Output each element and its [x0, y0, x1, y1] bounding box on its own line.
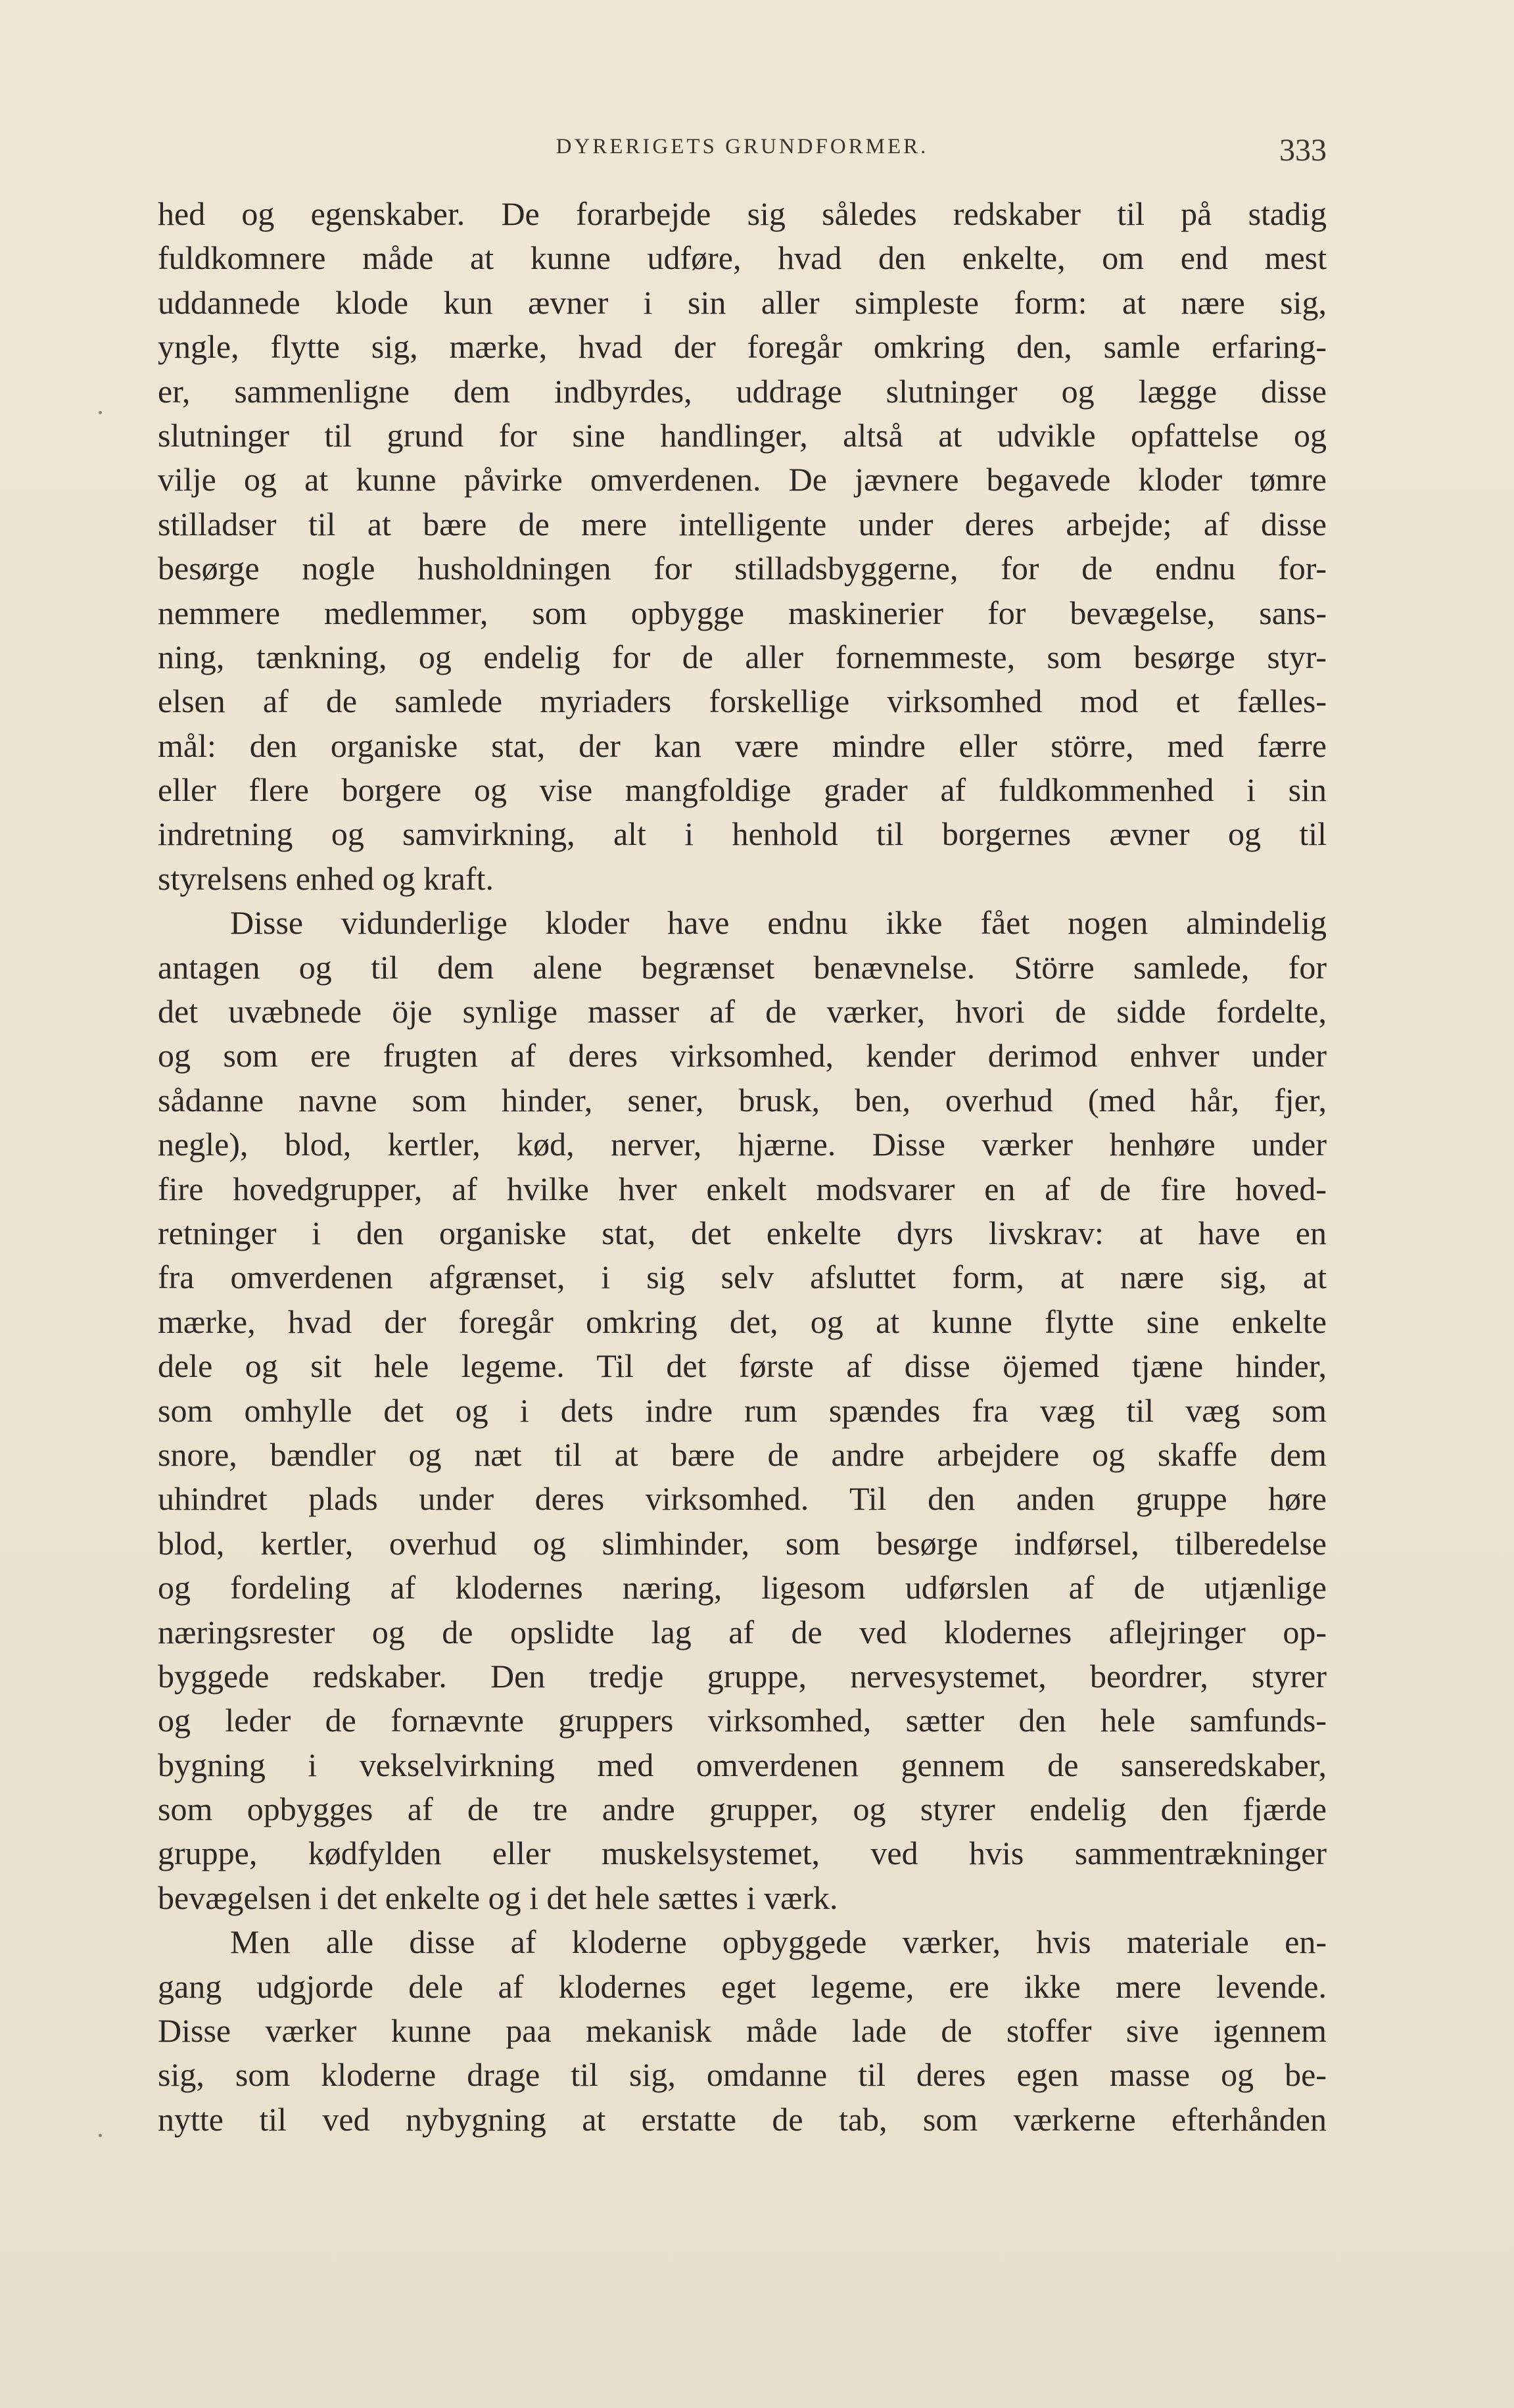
text-line: byggede redskaber. Den tredje gruppe, nervesystemet, beordrer, styrer — [158, 1657, 1327, 1695]
text-line: som opbygges af de tre andre grupper, og styrer endelig den fjærde — [158, 1791, 1327, 1828]
text-line: sådanne navne som hinder, sener, brusk, ben, overhud (med hår, fjer, — [158, 1081, 1327, 1119]
text-line: dele og sit hele legeme. Til det første af disse öjemed tjæne hinder, — [158, 1347, 1327, 1385]
text-line: og som ere frugten af deres virksomhed, kender derimod enhver under — [158, 1037, 1327, 1074]
text-line: eller flere borgere og vise mangfoldige grader af fuldkommenhed i sin — [158, 771, 1327, 809]
margin-speck — [99, 411, 102, 414]
text-line: mål: den organiske stat, der kan være mindre eller större, med færre — [158, 727, 1327, 764]
text-line: Disse værker kunne paa mekanisk måde lade de stoffer sive igennem — [158, 2012, 1327, 2050]
text-line: yngle, flytte sig, mærke, hvad der foregår omkring den, samle erfaring- — [158, 328, 1327, 366]
page-number: 333 — [1279, 133, 1327, 168]
text-line: og fordeling af klodernes næring, ligesom udførslen af de utjænlige — [158, 1569, 1327, 1606]
text-line: antagen og til dem alene begrænset benævnelse. Större samlede, for — [158, 948, 1327, 986]
text-line: uddannede klode kun ævner i sin aller simpleste form: at nære sig, — [158, 283, 1327, 321]
text-line: fuldkomnere måde at kunne udføre, hvad den enkelte, om end mest — [158, 239, 1327, 277]
running-header — [158, 135, 1327, 174]
text-line: gruppe, kødfylden eller muskelsystemet, ved hvis sammentrækninger — [158, 1835, 1327, 1872]
text-line: uhindret plads under deres virksomhed. Til den anden gruppe høre — [158, 1480, 1327, 1518]
text-line: stilladser til at bære de mere intelligente under deres arbejde; af disse — [158, 505, 1327, 542]
text-line: næringsrester og de opslidte lag af de ved klodernes aflejringer op- — [158, 1613, 1327, 1650]
text-line: negle), blod, kertler, kød, nerver, hjærne. Disse værker henhøre under — [158, 1126, 1327, 1163]
text-line: og leder de fornævnte gruppers virksomhed, sætter den hele samfunds- — [158, 1702, 1327, 1739]
text-line: bevægelsen i det enkelte og i det hele sættes i værk. — [158, 1879, 838, 1916]
text-line: som omhylle det og i dets indre rum spændes fra væg til væg som — [158, 1391, 1327, 1429]
text-line: ning, tænkning, og endelig for de aller fornemmeste, som besørge styr- — [158, 638, 1327, 675]
text-line: er, sammenligne dem indbyrdes, uddrage slutninger og lægge disse — [158, 372, 1327, 410]
text-line: mærke, hvad der foregår omkring det, og at kunne flytte sine enkelte — [158, 1303, 1327, 1340]
text-line: indretning og samvirkning, alt i henhold til borgernes ævner og til — [158, 815, 1327, 853]
text-line: slutninger til grund for sine handlinger, altså at udvikle opfattelse og — [158, 416, 1327, 454]
text-line: besørge nogle husholdningen for stilladsbyggerne, for de endnu for- — [158, 550, 1327, 587]
text-line: elsen af de samlede myriaders forskellige virksomhed mod et fælles- — [158, 683, 1327, 720]
text-line: fire hovedgrupper, af hvilke hver enkelt modsvarer en af de fire hoved- — [158, 1170, 1327, 1207]
text-line: vilje og at kunne påvirke omverdenen. De jævnere begavede kloder tømre — [158, 461, 1327, 498]
text-line: gang udgjorde dele af klodernes eget legeme, ere ikke mere levende. — [158, 1967, 1327, 2005]
text-line: Men alle disse af kloderne opbyggede værker, hvis materiale en- — [230, 1923, 1327, 1961]
text-line: hed og egenskaber. De forarbejde sig således redskaber til på stadig — [158, 195, 1327, 232]
text-line: styrelsens enhed og kraft. — [158, 859, 494, 897]
body-text — [158, 192, 1327, 2142]
text-line: sig, som kloderne drage til sig, omdanne til deres egen masse og be- — [158, 2056, 1327, 2094]
text-line: snore, bændler og næt til at bære de andre arbejdere og skaffe dem — [158, 1435, 1327, 1473]
text-line: nemmere medlemmer, som opbygge maskinerier for bevægelse, sans- — [158, 594, 1327, 631]
text-line: fra omverdenen afgrænset, i sig selv afsluttet form, at nære sig, at — [158, 1259, 1327, 1296]
text-line: retninger i den organiske stat, det enkelte dyrs livskrav: at have en — [158, 1214, 1327, 1251]
text-line: Disse vidunderlige kloder have endnu ikke fået nogen almindelig — [230, 904, 1327, 942]
text-line: bygning i vekselvirkning med omverdenen gennem de sanseredskaber, — [158, 1746, 1327, 1783]
text-line: nytte til ved nybygning at erstatte de tab, som værkerne efterhånden — [158, 2100, 1327, 2138]
text-line: blod, kertler, overhud og slimhinder, som besørge indførsel, tilberedelse — [158, 1524, 1327, 1562]
running-title: DYRERIGETS GRUNDFORMER. — [556, 135, 929, 158]
text-line: det uvæbnede öje synlige masser af de værker, hvori de sidde fordelte, — [158, 993, 1327, 1030]
margin-speck — [99, 2134, 102, 2137]
